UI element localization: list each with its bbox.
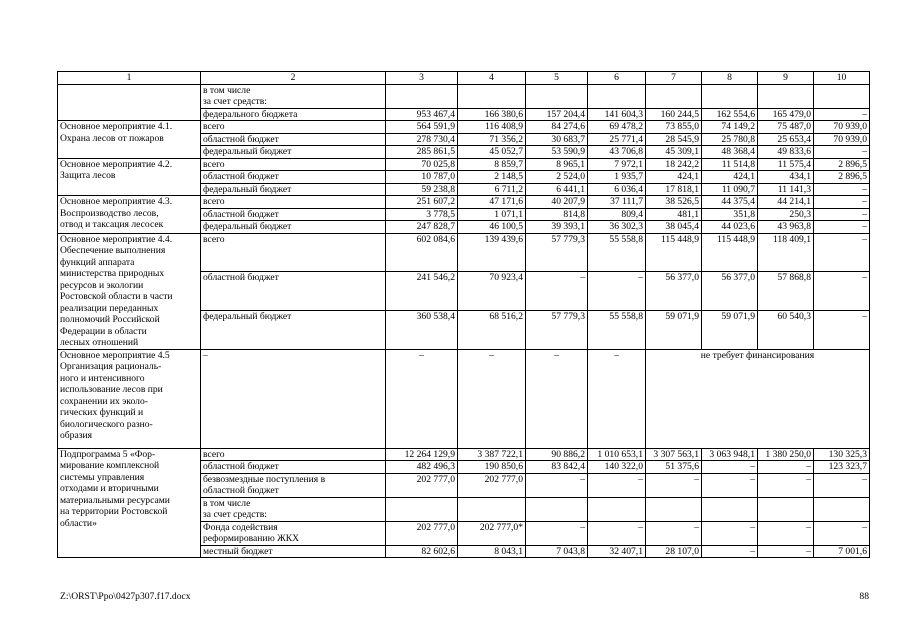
amount-cell: 247 828,7 (386, 221, 458, 234)
table-row (58, 121, 870, 134)
amount-cell: – (814, 108, 870, 121)
amount-cell: – (814, 221, 870, 234)
amount-cell: 60 540,3 (758, 310, 814, 349)
amount-cell: – (758, 473, 814, 497)
amount-cell: 10 787,0 (386, 171, 458, 184)
amount-cell: 51 375,6 (646, 461, 702, 474)
amount-cell: 59 071,9 (702, 310, 758, 349)
amount-cell: 55 558,8 (588, 233, 646, 272)
amount-cell: 68 516,2 (458, 310, 526, 349)
funding-source: всего (201, 158, 386, 171)
amount-cell: 8 043,1 (458, 545, 526, 558)
funding-source: областной бюджет (201, 272, 386, 311)
amount-cell: 90 886,2 (526, 448, 588, 461)
amount-cell (646, 84, 702, 108)
amount-cell: 11 575,4 (758, 158, 814, 171)
amount-cell: 57 868,8 (758, 272, 814, 311)
amount-cell: 160 244,5 (646, 108, 702, 121)
column-number-header: 8 (702, 72, 758, 85)
amount-cell: 70 939,0 (814, 121, 870, 134)
amount-cell: 59 238,8 (386, 183, 458, 196)
amount-cell: 37 111,7 (588, 196, 646, 209)
amount-cell: 814,8 (526, 208, 588, 221)
amount-cell (702, 84, 758, 108)
amount-cell: – (646, 521, 702, 545)
column-number-header: 1 (58, 72, 201, 85)
amount-cell: 118 409,1 (758, 233, 814, 272)
amount-cell (458, 497, 526, 521)
amount-cell: 32 407,1 (588, 545, 646, 558)
funding-source: областной бюджет (201, 133, 386, 146)
amount-cell: 139 439,6 (458, 233, 526, 272)
activity-name: Подпрограмма 5 «Фор- мирование комплексной системы управления отходами и вторичными материальными ресурсами на территории Ростовской области» (58, 448, 201, 558)
funding-source: – (201, 349, 386, 448)
funding-source: областной бюджет (201, 461, 386, 474)
amount-cell: 1 380 250,0 (758, 448, 814, 461)
amount-cell: 83 842,4 (526, 461, 588, 474)
amount-cell: 56 377,0 (702, 272, 758, 311)
amount-cell: 44 375,4 (702, 196, 758, 209)
amount-cell: 7 001,6 (814, 545, 870, 558)
amount-cell: – (526, 349, 588, 448)
amount-cell: 202 777,0* (458, 521, 526, 545)
funding-source: федеральный бюджет (201, 183, 386, 196)
column-number-header: 10 (814, 72, 870, 85)
amount-cell (526, 497, 588, 521)
amount-cell: – (458, 349, 526, 448)
amount-cell: 202 777,0 (458, 473, 526, 497)
amount-cell: – (702, 473, 758, 497)
amount-cell: – (702, 461, 758, 474)
amount-cell: 123 323,7 (814, 461, 870, 474)
amount-cell: 11 141,3 (758, 183, 814, 196)
amount-cell: 38 045,4 (646, 221, 702, 234)
amount-cell: 602 084,6 (386, 233, 458, 272)
amount-cell: – (758, 521, 814, 545)
activity-name: Основное мероприятие 4.3. Воспроизводство лесов, отвод и таксация лесосек (58, 196, 201, 234)
funding-source: безвозмездные поступления в областной бюджет (201, 473, 386, 497)
amount-cell: 45 052,7 (458, 146, 526, 159)
amount-cell: 12 264 129,9 (386, 448, 458, 461)
amount-cell: – (814, 183, 870, 196)
amount-cell: 43 706,8 (588, 146, 646, 159)
amount-cell: 2 896,5 (814, 171, 870, 184)
amount-cell: – (526, 473, 588, 497)
amount-cell: 157 204,4 (526, 108, 588, 121)
funding-source: всего (201, 196, 386, 209)
table-row (58, 349, 870, 448)
amount-cell: 140 322,0 (588, 461, 646, 474)
amount-cell: – (758, 461, 814, 474)
amount-cell: 6 711,2 (458, 183, 526, 196)
column-number-header: 2 (201, 72, 386, 85)
amount-cell: – (526, 272, 588, 311)
amount-cell: 3 307 563,1 (646, 448, 702, 461)
amount-cell: 165 479,0 (758, 108, 814, 121)
amount-cell: 285 861,5 (386, 146, 458, 159)
table-row (58, 233, 870, 272)
amount-cell: 241 546,2 (386, 272, 458, 311)
amount-cell (758, 84, 814, 108)
amount-cell: – (758, 545, 814, 558)
amount-cell: 18 242,2 (646, 158, 702, 171)
amount-cell: 360 538,4 (386, 310, 458, 349)
amount-cell: 1 935,7 (588, 171, 646, 184)
table-row (58, 196, 870, 209)
amount-cell: 424,1 (646, 171, 702, 184)
funding-source: всего (201, 233, 386, 272)
amount-cell: 75 487,0 (758, 121, 814, 134)
amount-cell: 7 043,8 (526, 545, 588, 558)
amount-cell: 166 380,6 (458, 108, 526, 121)
amount-cell: 45 309,1 (646, 146, 702, 159)
amount-cell: 202 777,0 (386, 473, 458, 497)
amount-cell: 49 833,6 (758, 146, 814, 159)
financing-note: не требует финансирования (646, 349, 870, 448)
funding-source: всего (201, 448, 386, 461)
page-number: 88 (859, 591, 869, 602)
column-number-header: 7 (646, 72, 702, 85)
amount-cell: – (814, 521, 870, 545)
funding-source: Фонда содействия реформированию ЖКХ (201, 521, 386, 545)
amount-cell: 8 965,1 (526, 158, 588, 171)
amount-cell: 25 653,4 (758, 133, 814, 146)
amount-cell: 39 393,1 (526, 221, 588, 234)
header-row (58, 72, 870, 85)
amount-cell: 7 972,1 (588, 158, 646, 171)
amount-cell: 70 025,8 (386, 158, 458, 171)
amount-cell: 6 036,4 (588, 183, 646, 196)
funding-source: федерального бюджета (201, 108, 386, 121)
amount-cell (814, 497, 870, 521)
amount-cell: – (814, 208, 870, 221)
amount-cell (386, 84, 458, 108)
amount-cell (386, 497, 458, 521)
amount-cell: 69 478,2 (588, 121, 646, 134)
amount-cell: 48 368,4 (702, 146, 758, 159)
amount-cell: 1 071,1 (458, 208, 526, 221)
amount-cell: 28 545,9 (646, 133, 702, 146)
table-row (58, 84, 870, 108)
amount-cell: – (646, 473, 702, 497)
amount-cell: – (588, 521, 646, 545)
amount-cell: – (386, 349, 458, 448)
column-number-header: 5 (526, 72, 588, 85)
funding-source: федеральный бюджет (201, 310, 386, 349)
funding-source: в том числе за счет средств: (201, 84, 386, 108)
amount-cell: 55 558,8 (588, 310, 646, 349)
amount-cell: 25 780,8 (702, 133, 758, 146)
column-number-header: 9 (758, 72, 814, 85)
amount-cell: 809,4 (588, 208, 646, 221)
amount-cell: 251 607,2 (386, 196, 458, 209)
amount-cell: 130 325,3 (814, 448, 870, 461)
amount-cell: 115 448,9 (702, 233, 758, 272)
funding-source: областной бюджет (201, 171, 386, 184)
amount-cell: 424,1 (702, 171, 758, 184)
column-number-header: 4 (458, 72, 526, 85)
amount-cell: 564 591,9 (386, 121, 458, 134)
amount-cell: 250,3 (758, 208, 814, 221)
amount-cell: – (814, 196, 870, 209)
amount-cell: 278 730,4 (386, 133, 458, 146)
amount-cell: 162 554,6 (702, 108, 758, 121)
amount-cell: 56 377,0 (646, 272, 702, 311)
funding-source: федеральный бюджет (201, 221, 386, 234)
amount-cell: 17 818,1 (646, 183, 702, 196)
amount-cell: 351,8 (702, 208, 758, 221)
amount-cell: – (588, 473, 646, 497)
amount-cell: 3 387 722,1 (458, 448, 526, 461)
amount-cell: 57 779,3 (526, 233, 588, 272)
amount-cell: 11 514,8 (702, 158, 758, 171)
amount-cell (814, 84, 870, 108)
amount-cell: 2 524,0 (526, 171, 588, 184)
column-number-header: 6 (588, 72, 646, 85)
funding-source: всего (201, 121, 386, 134)
amount-cell: 115 448,9 (646, 233, 702, 272)
amount-cell: – (814, 310, 870, 349)
amount-cell: 53 590,9 (526, 146, 588, 159)
amount-cell: 70 923,4 (458, 272, 526, 311)
amount-cell (458, 84, 526, 108)
amount-cell: – (814, 272, 870, 311)
amount-cell: 70 939,0 (814, 133, 870, 146)
amount-cell: 30 683,7 (526, 133, 588, 146)
amount-cell: 40 207,9 (526, 196, 588, 209)
amount-cell: 3 778,5 (386, 208, 458, 221)
funding-source: местный бюджет (201, 545, 386, 558)
amount-cell: – (702, 521, 758, 545)
amount-cell: 44 214,1 (758, 196, 814, 209)
activity-name: Основное мероприятие 4.1. Охрана лесов от пожаров (58, 121, 201, 159)
activity-name: Основное мероприятие 4.5 Организация рациональ- ного и интенсивного использование лесов при сохранении их эколо- гических функций и биологического разно- образия (58, 349, 201, 448)
activity-name: Основное мероприятие 4.4. Обеспечение выполнения функций аппарата министерства природных ресурсов и экологии Ростовской области в части реализации переданных полномочий Российской Федерации в области лесных отношений (58, 233, 201, 349)
amount-cell: 2 896,5 (814, 158, 870, 171)
amount-cell: – (814, 146, 870, 159)
amount-cell: – (588, 272, 646, 311)
amount-cell: 953 467,4 (386, 108, 458, 121)
amount-cell: 84 274,6 (526, 121, 588, 134)
amount-cell: 190 850,6 (458, 461, 526, 474)
amount-cell: 6 441,1 (526, 183, 588, 196)
amount-cell: 202 777,0 (386, 521, 458, 545)
amount-cell: 482 496,3 (386, 461, 458, 474)
amount-cell: 3 063 948,1 (702, 448, 758, 461)
amount-cell: – (702, 545, 758, 558)
amount-cell: 11 090,7 (702, 183, 758, 196)
amount-cell: 71 356,2 (458, 133, 526, 146)
amount-cell: – (526, 521, 588, 545)
amount-cell (526, 84, 588, 108)
amount-cell: 28 107,0 (646, 545, 702, 558)
amount-cell: 47 171,6 (458, 196, 526, 209)
amount-cell: 38 526,5 (646, 196, 702, 209)
amount-cell: 2 148,5 (458, 171, 526, 184)
amount-cell: 25 771,4 (588, 133, 646, 146)
amount-cell: 44 023,6 (702, 221, 758, 234)
activity-name (58, 84, 201, 121)
amount-cell: 36 302,3 (588, 221, 646, 234)
table-row (58, 448, 870, 461)
amount-cell: 46 100,5 (458, 221, 526, 234)
amount-cell: 141 604,3 (588, 108, 646, 121)
amount-cell (588, 84, 646, 108)
amount-cell: 434,1 (758, 171, 814, 184)
amount-cell: 481,1 (646, 208, 702, 221)
budget-table (57, 71, 870, 558)
column-number-header: 3 (386, 72, 458, 85)
amount-cell: – (814, 473, 870, 497)
amount-cell: – (588, 349, 646, 448)
amount-cell (758, 497, 814, 521)
amount-cell: 74 149,2 (702, 121, 758, 134)
amount-cell: 43 963,8 (758, 221, 814, 234)
amount-cell: 59 071,9 (646, 310, 702, 349)
activity-name: Основное мероприятие 4.2. Защита лесов (58, 158, 201, 196)
amount-cell: – (814, 233, 870, 272)
amount-cell: 82 602,6 (386, 545, 458, 558)
amount-cell: 116 408,9 (458, 121, 526, 134)
amount-cell: 57 779,3 (526, 310, 588, 349)
amount-cell (588, 497, 646, 521)
funding-source: областной бюджет (201, 208, 386, 221)
funding-source: федеральный бюджет (201, 146, 386, 159)
amount-cell: 73 855,0 (646, 121, 702, 134)
funding-source: в том числе за счет средств: (201, 497, 386, 521)
amount-cell: 1 010 653,1 (588, 448, 646, 461)
amount-cell (646, 497, 702, 521)
amount-cell: 8 859,7 (458, 158, 526, 171)
table-row (58, 158, 870, 171)
document-file-path: Z:\ORST\Ppo\0427p307.f17.docx (60, 591, 191, 602)
amount-cell (702, 497, 758, 521)
